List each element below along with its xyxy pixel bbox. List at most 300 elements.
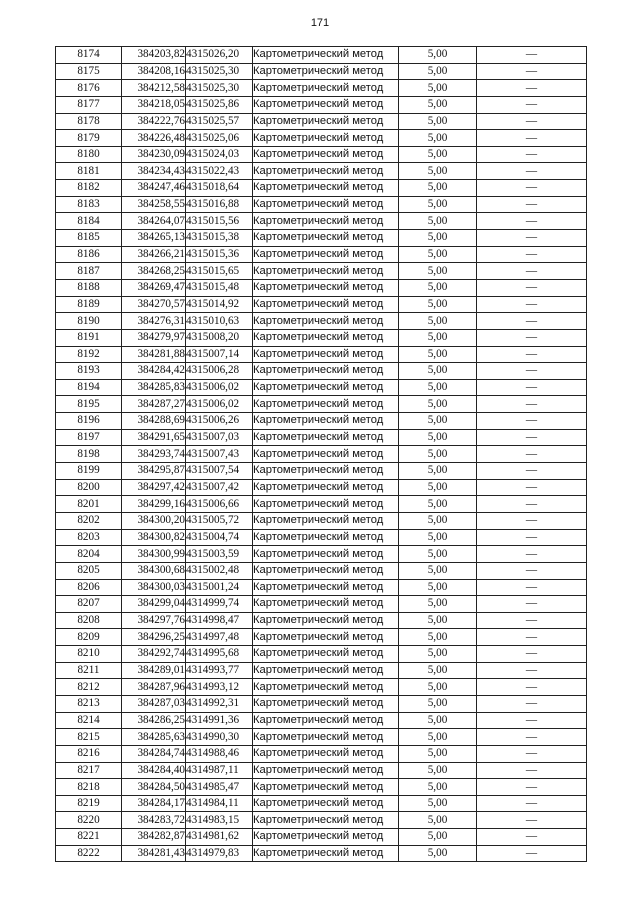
point-number-cell: 8182 [56,180,122,197]
point-number-cell: 8184 [56,213,122,230]
y-coordinate-cell: 4314984,11 [186,795,253,812]
method-cell: Картометрический метод [253,745,399,762]
y-coordinate-cell: 4315015,36 [186,246,253,263]
page-number: 171 [310,17,330,29]
table-row [56,246,587,263]
x-coordinate-cell: 384284,17 [122,795,186,812]
point-number-cell: 8175 [56,63,122,80]
method-cell: Картометрический метод [253,313,399,330]
point-number-cell: 8207 [56,596,122,613]
point-number-cell: 8187 [56,263,122,280]
dash-cell: — [477,679,587,696]
dash-cell: — [477,845,587,862]
table-row [56,662,587,679]
y-coordinate-cell: 4315026,20 [186,47,253,64]
y-coordinate-cell: 4315024,03 [186,146,253,163]
table-row [56,429,587,446]
y-coordinate-cell: 4315025,30 [186,80,253,97]
accuracy-cell: 5,00 [399,695,477,712]
y-coordinate-cell: 4315006,02 [186,396,253,413]
dash-cell: — [477,712,587,729]
accuracy-cell: 5,00 [399,279,477,296]
x-coordinate-cell: 384281,43 [122,845,186,862]
dash-cell: — [477,479,587,496]
point-number-cell: 8195 [56,396,122,413]
table-row [56,80,587,97]
x-coordinate-cell: 384284,40 [122,762,186,779]
table-row [56,396,587,413]
dash-cell: — [477,313,587,330]
point-number-cell: 8194 [56,379,122,396]
dash-cell: — [477,745,587,762]
table-row [56,346,587,363]
point-number-cell: 8221 [56,829,122,846]
method-cell: Картометрический метод [253,729,399,746]
x-coordinate-cell: 384284,42 [122,363,186,380]
dash-cell: — [477,762,587,779]
dash-cell: — [477,196,587,213]
table-row [56,63,587,80]
table-row [56,679,587,696]
y-coordinate-cell: 4314993,12 [186,679,253,696]
dash-cell: — [477,180,587,197]
y-coordinate-cell: 4315018,64 [186,180,253,197]
x-coordinate-cell: 384268,25 [122,263,186,280]
accuracy-cell: 5,00 [399,795,477,812]
x-coordinate-cell: 384234,43 [122,163,186,180]
x-coordinate-cell: 384247,46 [122,180,186,197]
y-coordinate-cell: 4315007,14 [186,346,253,363]
point-number-cell: 8196 [56,413,122,430]
dash-cell: — [477,130,587,147]
x-coordinate-cell: 384264,07 [122,213,186,230]
table-row [56,712,587,729]
accuracy-cell: 5,00 [399,313,477,330]
accuracy-cell: 5,00 [399,463,477,480]
table-row [56,729,587,746]
x-coordinate-cell: 384218,05 [122,96,186,113]
dash-cell: — [477,496,587,513]
accuracy-cell: 5,00 [399,213,477,230]
y-coordinate-cell: 4315002,48 [186,562,253,579]
method-cell: Картометрический метод [253,562,399,579]
table-row [56,130,587,147]
x-coordinate-cell: 384258,55 [122,196,186,213]
x-coordinate-cell: 384289,01 [122,662,186,679]
y-coordinate-cell: 4315025,06 [186,130,253,147]
method-cell: Картометрический метод [253,279,399,296]
point-number-cell: 8206 [56,579,122,596]
y-coordinate-cell: 4315005,72 [186,512,253,529]
dash-cell: — [477,279,587,296]
y-coordinate-cell: 4314998,47 [186,612,253,629]
point-number-cell: 8212 [56,679,122,696]
table-row [56,646,587,663]
table-row [56,446,587,463]
x-coordinate-cell: 384270,57 [122,296,186,313]
x-coordinate-cell: 384265,13 [122,230,186,247]
dash-cell: — [477,80,587,97]
accuracy-cell: 5,00 [399,63,477,80]
accuracy-cell: 5,00 [399,196,477,213]
point-number-cell: 8219 [56,795,122,812]
y-coordinate-cell: 4315015,48 [186,279,253,296]
method-cell: Картометрический метод [253,63,399,80]
method-cell: Картометрический метод [253,695,399,712]
method-cell: Картометрический метод [253,829,399,846]
table-row [56,296,587,313]
accuracy-cell: 5,00 [399,113,477,130]
y-coordinate-cell: 4315001,24 [186,579,253,596]
table-row [56,263,587,280]
point-number-cell: 8202 [56,512,122,529]
table-row [56,180,587,197]
dash-cell: — [477,529,587,546]
y-coordinate-cell: 4314981,62 [186,829,253,846]
method-cell: Картометрический метод [253,180,399,197]
method-cell: Картометрический метод [253,346,399,363]
point-number-cell: 8214 [56,712,122,729]
dash-cell: — [477,512,587,529]
table-row [56,363,587,380]
dash-cell: — [477,662,587,679]
x-coordinate-cell: 384288,69 [122,413,186,430]
dash-cell: — [477,795,587,812]
y-coordinate-cell: 4314990,30 [186,729,253,746]
accuracy-cell: 5,00 [399,845,477,862]
x-coordinate-cell: 384292,74 [122,646,186,663]
x-coordinate-cell: 384285,83 [122,379,186,396]
method-cell: Картометрический метод [253,579,399,596]
dash-cell: — [477,363,587,380]
method-cell: Картометрический метод [253,679,399,696]
method-cell: Картометрический метод [253,163,399,180]
point-number-cell: 8181 [56,163,122,180]
x-coordinate-cell: 384283,72 [122,812,186,829]
y-coordinate-cell: 4315014,92 [186,296,253,313]
accuracy-cell: 5,00 [399,829,477,846]
y-coordinate-cell: 4315004,74 [186,529,253,546]
y-coordinate-cell: 4314997,48 [186,629,253,646]
method-cell: Картометрический метод [253,363,399,380]
y-coordinate-cell: 4315015,56 [186,213,253,230]
method-cell: Картометрический метод [253,779,399,796]
point-number-cell: 8183 [56,196,122,213]
dash-cell: — [477,695,587,712]
accuracy-cell: 5,00 [399,329,477,346]
accuracy-cell: 5,00 [399,396,477,413]
point-number-cell: 8174 [56,47,122,64]
accuracy-cell: 5,00 [399,80,477,97]
y-coordinate-cell: 4315015,38 [186,230,253,247]
method-cell: Картометрический метод [253,646,399,663]
dash-cell: — [477,579,587,596]
point-number-cell: 8197 [56,429,122,446]
point-number-cell: 8193 [56,363,122,380]
accuracy-cell: 5,00 [399,146,477,163]
accuracy-cell: 5,00 [399,712,477,729]
accuracy-cell: 5,00 [399,629,477,646]
dash-cell: — [477,63,587,80]
y-coordinate-cell: 4314993,77 [186,662,253,679]
dash-cell: — [477,779,587,796]
accuracy-cell: 5,00 [399,180,477,197]
table-body [56,47,587,862]
y-coordinate-cell: 4315007,43 [186,446,253,463]
accuracy-cell: 5,00 [399,496,477,513]
point-number-cell: 8213 [56,695,122,712]
y-coordinate-cell: 4315015,65 [186,263,253,280]
dash-cell: — [477,329,587,346]
method-cell: Картометрический метод [253,795,399,812]
point-number-cell: 8222 [56,845,122,862]
accuracy-cell: 5,00 [399,779,477,796]
accuracy-cell: 5,00 [399,479,477,496]
table-row [56,745,587,762]
point-number-cell: 8200 [56,479,122,496]
x-coordinate-cell: 384300,99 [122,546,186,563]
x-coordinate-cell: 384208,16 [122,63,186,80]
x-coordinate-cell: 384266,21 [122,246,186,263]
accuracy-cell: 5,00 [399,646,477,663]
accuracy-cell: 5,00 [399,429,477,446]
x-coordinate-cell: 384293,74 [122,446,186,463]
x-coordinate-cell: 384300,68 [122,562,186,579]
method-cell: Картометрический метод [253,146,399,163]
method-cell: Картометрический метод [253,629,399,646]
method-cell: Картометрический метод [253,762,399,779]
table-row [56,596,587,613]
dash-cell: — [477,263,587,280]
y-coordinate-cell: 4314979,83 [186,845,253,862]
table-row [56,230,587,247]
accuracy-cell: 5,00 [399,729,477,746]
point-number-cell: 8209 [56,629,122,646]
method-cell: Картометрический метод [253,47,399,64]
dash-cell: — [477,296,587,313]
method-cell: Картометрический метод [253,512,399,529]
y-coordinate-cell: 4314983,15 [186,812,253,829]
y-coordinate-cell: 4315007,03 [186,429,253,446]
point-number-cell: 8190 [56,313,122,330]
method-cell: Картометрический метод [253,845,399,862]
y-coordinate-cell: 4315022,43 [186,163,253,180]
x-coordinate-cell: 384203,82 [122,47,186,64]
accuracy-cell: 5,00 [399,263,477,280]
x-coordinate-cell: 384287,27 [122,396,186,413]
x-coordinate-cell: 384284,50 [122,779,186,796]
x-coordinate-cell: 384285,63 [122,729,186,746]
y-coordinate-cell: 4314999,74 [186,596,253,613]
table-row [56,812,587,829]
method-cell: Картометрический метод [253,413,399,430]
x-coordinate-cell: 384291,65 [122,429,186,446]
x-coordinate-cell: 384286,25 [122,712,186,729]
y-coordinate-cell: 4315016,88 [186,196,253,213]
point-number-cell: 8191 [56,329,122,346]
y-coordinate-cell: 4314991,36 [186,712,253,729]
table-row [56,795,587,812]
dash-cell: — [477,629,587,646]
method-cell: Картометрический метод [253,662,399,679]
method-cell: Картометрический метод [253,529,399,546]
point-number-cell: 8203 [56,529,122,546]
accuracy-cell: 5,00 [399,296,477,313]
y-coordinate-cell: 4315006,66 [186,496,253,513]
x-coordinate-cell: 384279,97 [122,329,186,346]
point-number-cell: 8180 [56,146,122,163]
accuracy-cell: 5,00 [399,812,477,829]
accuracy-cell: 5,00 [399,529,477,546]
dash-cell: — [477,163,587,180]
table-row [56,213,587,230]
table-row [56,845,587,862]
table-row [56,762,587,779]
point-number-cell: 8186 [56,246,122,263]
table-row [56,496,587,513]
accuracy-cell: 5,00 [399,546,477,563]
method-cell: Картометрический метод [253,263,399,280]
method-cell: Картометрический метод [253,396,399,413]
x-coordinate-cell: 384300,20 [122,512,186,529]
point-number-cell: 8205 [56,562,122,579]
table-row [56,96,587,113]
accuracy-cell: 5,00 [399,612,477,629]
accuracy-cell: 5,00 [399,446,477,463]
dash-cell: — [477,596,587,613]
dash-cell: — [477,612,587,629]
table-row [56,47,587,64]
accuracy-cell: 5,00 [399,230,477,247]
dash-cell: — [477,546,587,563]
table-row [56,279,587,296]
y-coordinate-cell: 4315003,59 [186,546,253,563]
x-coordinate-cell: 384287,96 [122,679,186,696]
x-coordinate-cell: 384287,03 [122,695,186,712]
dash-cell: — [477,379,587,396]
method-cell: Картометрический метод [253,496,399,513]
x-coordinate-cell: 384297,42 [122,479,186,496]
method-cell: Картометрический метод [253,812,399,829]
method-cell: Картометрический метод [253,379,399,396]
method-cell: Картометрический метод [253,429,399,446]
y-coordinate-cell: 4315007,42 [186,479,253,496]
point-number-cell: 8211 [56,662,122,679]
table-row [56,629,587,646]
method-cell: Картометрический метод [253,96,399,113]
point-number-cell: 8204 [56,546,122,563]
point-number-cell: 8210 [56,646,122,663]
point-number-cell: 8178 [56,113,122,130]
x-coordinate-cell: 384300,82 [122,529,186,546]
point-number-cell: 8218 [56,779,122,796]
method-cell: Картометрический метод [253,479,399,496]
x-coordinate-cell: 384269,47 [122,279,186,296]
table-row [56,329,587,346]
table-row [56,546,587,563]
dash-cell: — [477,829,587,846]
coordinates-table [55,46,587,862]
y-coordinate-cell: 4315006,28 [186,363,253,380]
x-coordinate-cell: 384226,48 [122,130,186,147]
point-number-cell: 8201 [56,496,122,513]
x-coordinate-cell: 384295,87 [122,463,186,480]
method-cell: Картометрический метод [253,446,399,463]
point-number-cell: 8177 [56,96,122,113]
point-number-cell: 8188 [56,279,122,296]
method-cell: Картометрический метод [253,596,399,613]
accuracy-cell: 5,00 [399,346,477,363]
method-cell: Картометрический метод [253,712,399,729]
dash-cell: — [477,429,587,446]
dash-cell: — [477,346,587,363]
dash-cell: — [477,113,587,130]
accuracy-cell: 5,00 [399,679,477,696]
method-cell: Картометрический метод [253,463,399,480]
table-row [56,479,587,496]
method-cell: Картометрический метод [253,612,399,629]
method-cell: Картометрический метод [253,246,399,263]
accuracy-cell: 5,00 [399,363,477,380]
y-coordinate-cell: 4314987,11 [186,762,253,779]
x-coordinate-cell: 384299,04 [122,596,186,613]
table-row [56,512,587,529]
dash-cell: — [477,213,587,230]
table-row [56,829,587,846]
method-cell: Картометрический метод [253,213,399,230]
point-number-cell: 8220 [56,812,122,829]
accuracy-cell: 5,00 [399,379,477,396]
x-coordinate-cell: 384282,87 [122,829,186,846]
table-row [56,196,587,213]
accuracy-cell: 5,00 [399,762,477,779]
table-row [56,529,587,546]
y-coordinate-cell: 4314985,47 [186,779,253,796]
method-cell: Картометрический метод [253,546,399,563]
table-row [56,413,587,430]
accuracy-cell: 5,00 [399,96,477,113]
dash-cell: — [477,729,587,746]
y-coordinate-cell: 4315007,54 [186,463,253,480]
dash-cell: — [477,246,587,263]
method-cell: Картометрический метод [253,296,399,313]
table-row [56,579,587,596]
x-coordinate-cell: 384281,88 [122,346,186,363]
dash-cell: — [477,396,587,413]
dash-cell: — [477,413,587,430]
accuracy-cell: 5,00 [399,596,477,613]
x-coordinate-cell: 384300,03 [122,579,186,596]
table-row [56,313,587,330]
y-coordinate-cell: 4314995,68 [186,646,253,663]
x-coordinate-cell: 384299,16 [122,496,186,513]
point-number-cell: 8215 [56,729,122,746]
accuracy-cell: 5,00 [399,745,477,762]
table-row [56,695,587,712]
point-number-cell: 8185 [56,230,122,247]
y-coordinate-cell: 4314988,46 [186,745,253,762]
dash-cell: — [477,446,587,463]
accuracy-cell: 5,00 [399,512,477,529]
dash-cell: — [477,146,587,163]
y-coordinate-cell: 4314992,31 [186,695,253,712]
y-coordinate-cell: 4315006,26 [186,413,253,430]
table-row [56,612,587,629]
x-coordinate-cell: 384296,25 [122,629,186,646]
y-coordinate-cell: 4315025,30 [186,63,253,80]
table-row [56,163,587,180]
dash-cell: — [477,96,587,113]
